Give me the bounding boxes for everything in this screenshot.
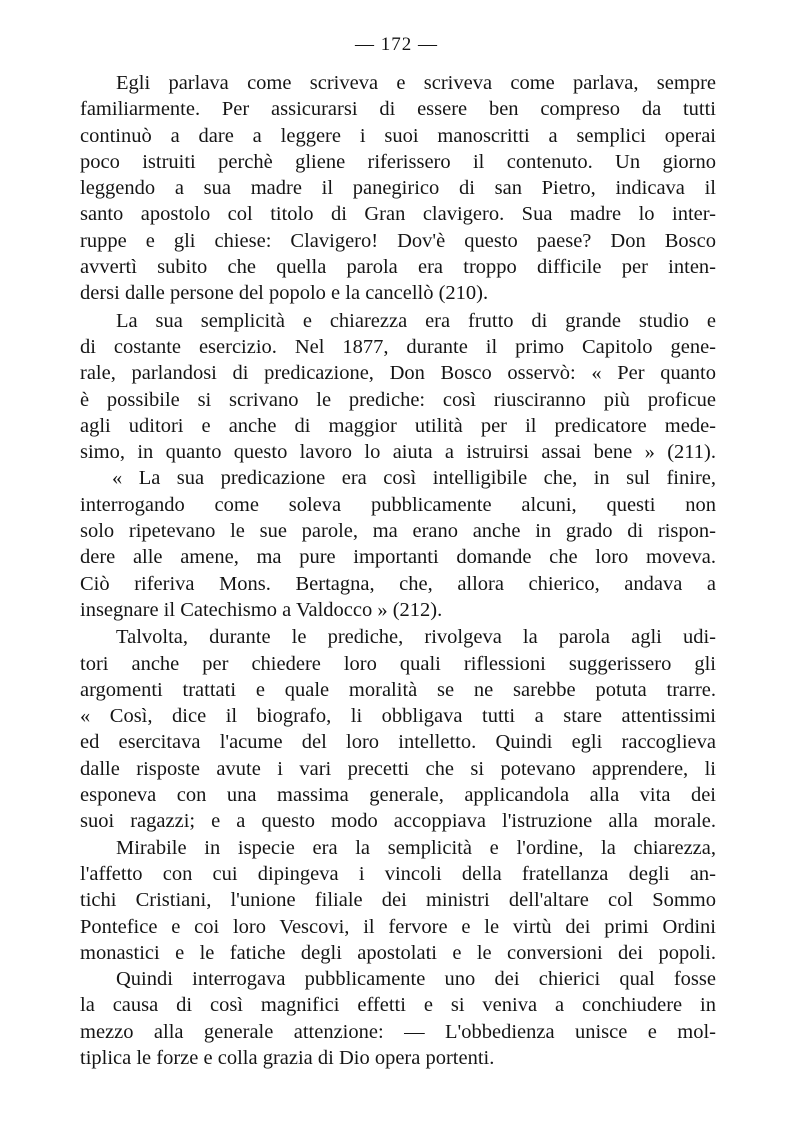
text-line: avvertì subito che quella parola era troppo difficile per inten- (80, 256, 716, 279)
text-line: di costante esercizio. Nel 1877, durante il primo Capitolo gene- (80, 335, 716, 358)
text-line: Mirabile in ispecie era la semplicità e l'ordine, la chiarezza, (116, 836, 716, 859)
body-text (80, 70, 716, 1071)
text-line: esponeva con una massima generale, applicandola alla vita dei (80, 784, 716, 807)
text-line: tiplica le forze e colla grazia di Dio opera portenti. (80, 1046, 495, 1069)
text-line: poco istruiti perchè gliene riferissero il contenuto. Un giorno (80, 150, 716, 173)
text-line: santo apostolo col titolo di Gran clavigero. Sua madre lo inter- (80, 203, 716, 226)
text-line: è possibile si scrivano le prediche: così riusciranno più proficue (80, 388, 716, 411)
text-line: tori anche per chiedere loro quali riflessioni suggerissero gli (80, 652, 716, 675)
text-line: Talvolta, durante le prediche, rivolgeva la parola agli udi- (116, 626, 716, 649)
text-line: leggendo a sua madre il panegirico di san Pietro, indicava il (80, 177, 716, 200)
text-line: ruppe e gli chiese: Clavigero! Dov'è questo paese? Don Bosco (80, 229, 716, 252)
text-line: dalle risposte avute i vari precetti che si potevano apprendere, li (80, 757, 716, 780)
text-line: la causa di così magnifici effetti e si veniva a conchiudere in (80, 994, 716, 1017)
text-line: mezzo alla generale attenzione: — L'obbedienza unisce e mol- (80, 1020, 716, 1043)
text-line: « La sua predicazione era così intelligibile che, in sul finire, (112, 467, 716, 490)
text-line: continuò a dare a leggere i suoi manoscritti a semplici operai (80, 124, 716, 147)
text-line: l'affetto con cui dipingeva i vincoli della fratellanza degli an- (80, 862, 716, 885)
text-line: insegnare il Catechismo a Valdocco » (212). (80, 598, 443, 621)
text-line: monastici e le fatiche degli apostolati e le conversioni dei popoli. (80, 941, 716, 964)
text-line: argomenti trattati e quale moralità se ne sarebbe potuta trarre. (80, 678, 716, 701)
text-line: simo, in quanto questo lavoro lo aiuta a istruirsi assai bene » (211). (80, 441, 716, 464)
text-line: « Così, dice il biografo, li obbligava tutti a stare attentissimi (80, 705, 716, 728)
text-line: La sua semplicità e chiarezza era frutto di grande studio e (116, 309, 716, 332)
text-line: tichi Cristiani, l'unione filiale dei ministri dell'altare col Sommo (80, 889, 716, 912)
text-line: rale, parlandosi di predicazione, Don Bosco osservò: « Per quanto (80, 362, 716, 385)
page-number: — 172 — (355, 34, 438, 55)
text-line: interrogando come soleva pubblicamente alcuni, questi non (80, 493, 716, 516)
text-line: solo ripetevano le sue parole, ma erano anche in grado di rispon- (80, 520, 716, 543)
text-line: Quindi interrogava pubblicamente uno dei chierici qual fosse (116, 968, 716, 991)
text-line: dersi dalle persone del popolo e la cancellò (210). (80, 282, 489, 305)
text-line: Egli parlava come scriveva e scriveva come parlava, sempre (116, 72, 716, 94)
text-line: ed esercitava l'acume del loro intelletto. Quindi egli raccoglieva (80, 731, 716, 754)
text-line: familiarmente. Per assicurarsi di essere ben compreso da tutti (80, 98, 716, 121)
text-line: Ciò riferiva Mons. Bertagna, che, allora chierico, andava a (80, 572, 716, 595)
text-line: Pontefice e coi loro Vescovi, il fervore e le virtù dei primi Ordini (80, 915, 716, 938)
text-line: agli uditori e anche di maggior utilità per il predicatore mede- (80, 414, 716, 437)
text-line: dere alle amene, ma pure importanti domande che loro moveva. (80, 546, 716, 569)
text-line: suoi ragazzi; e a questo modo accoppiava l'istruzione alla morale. (80, 810, 716, 833)
